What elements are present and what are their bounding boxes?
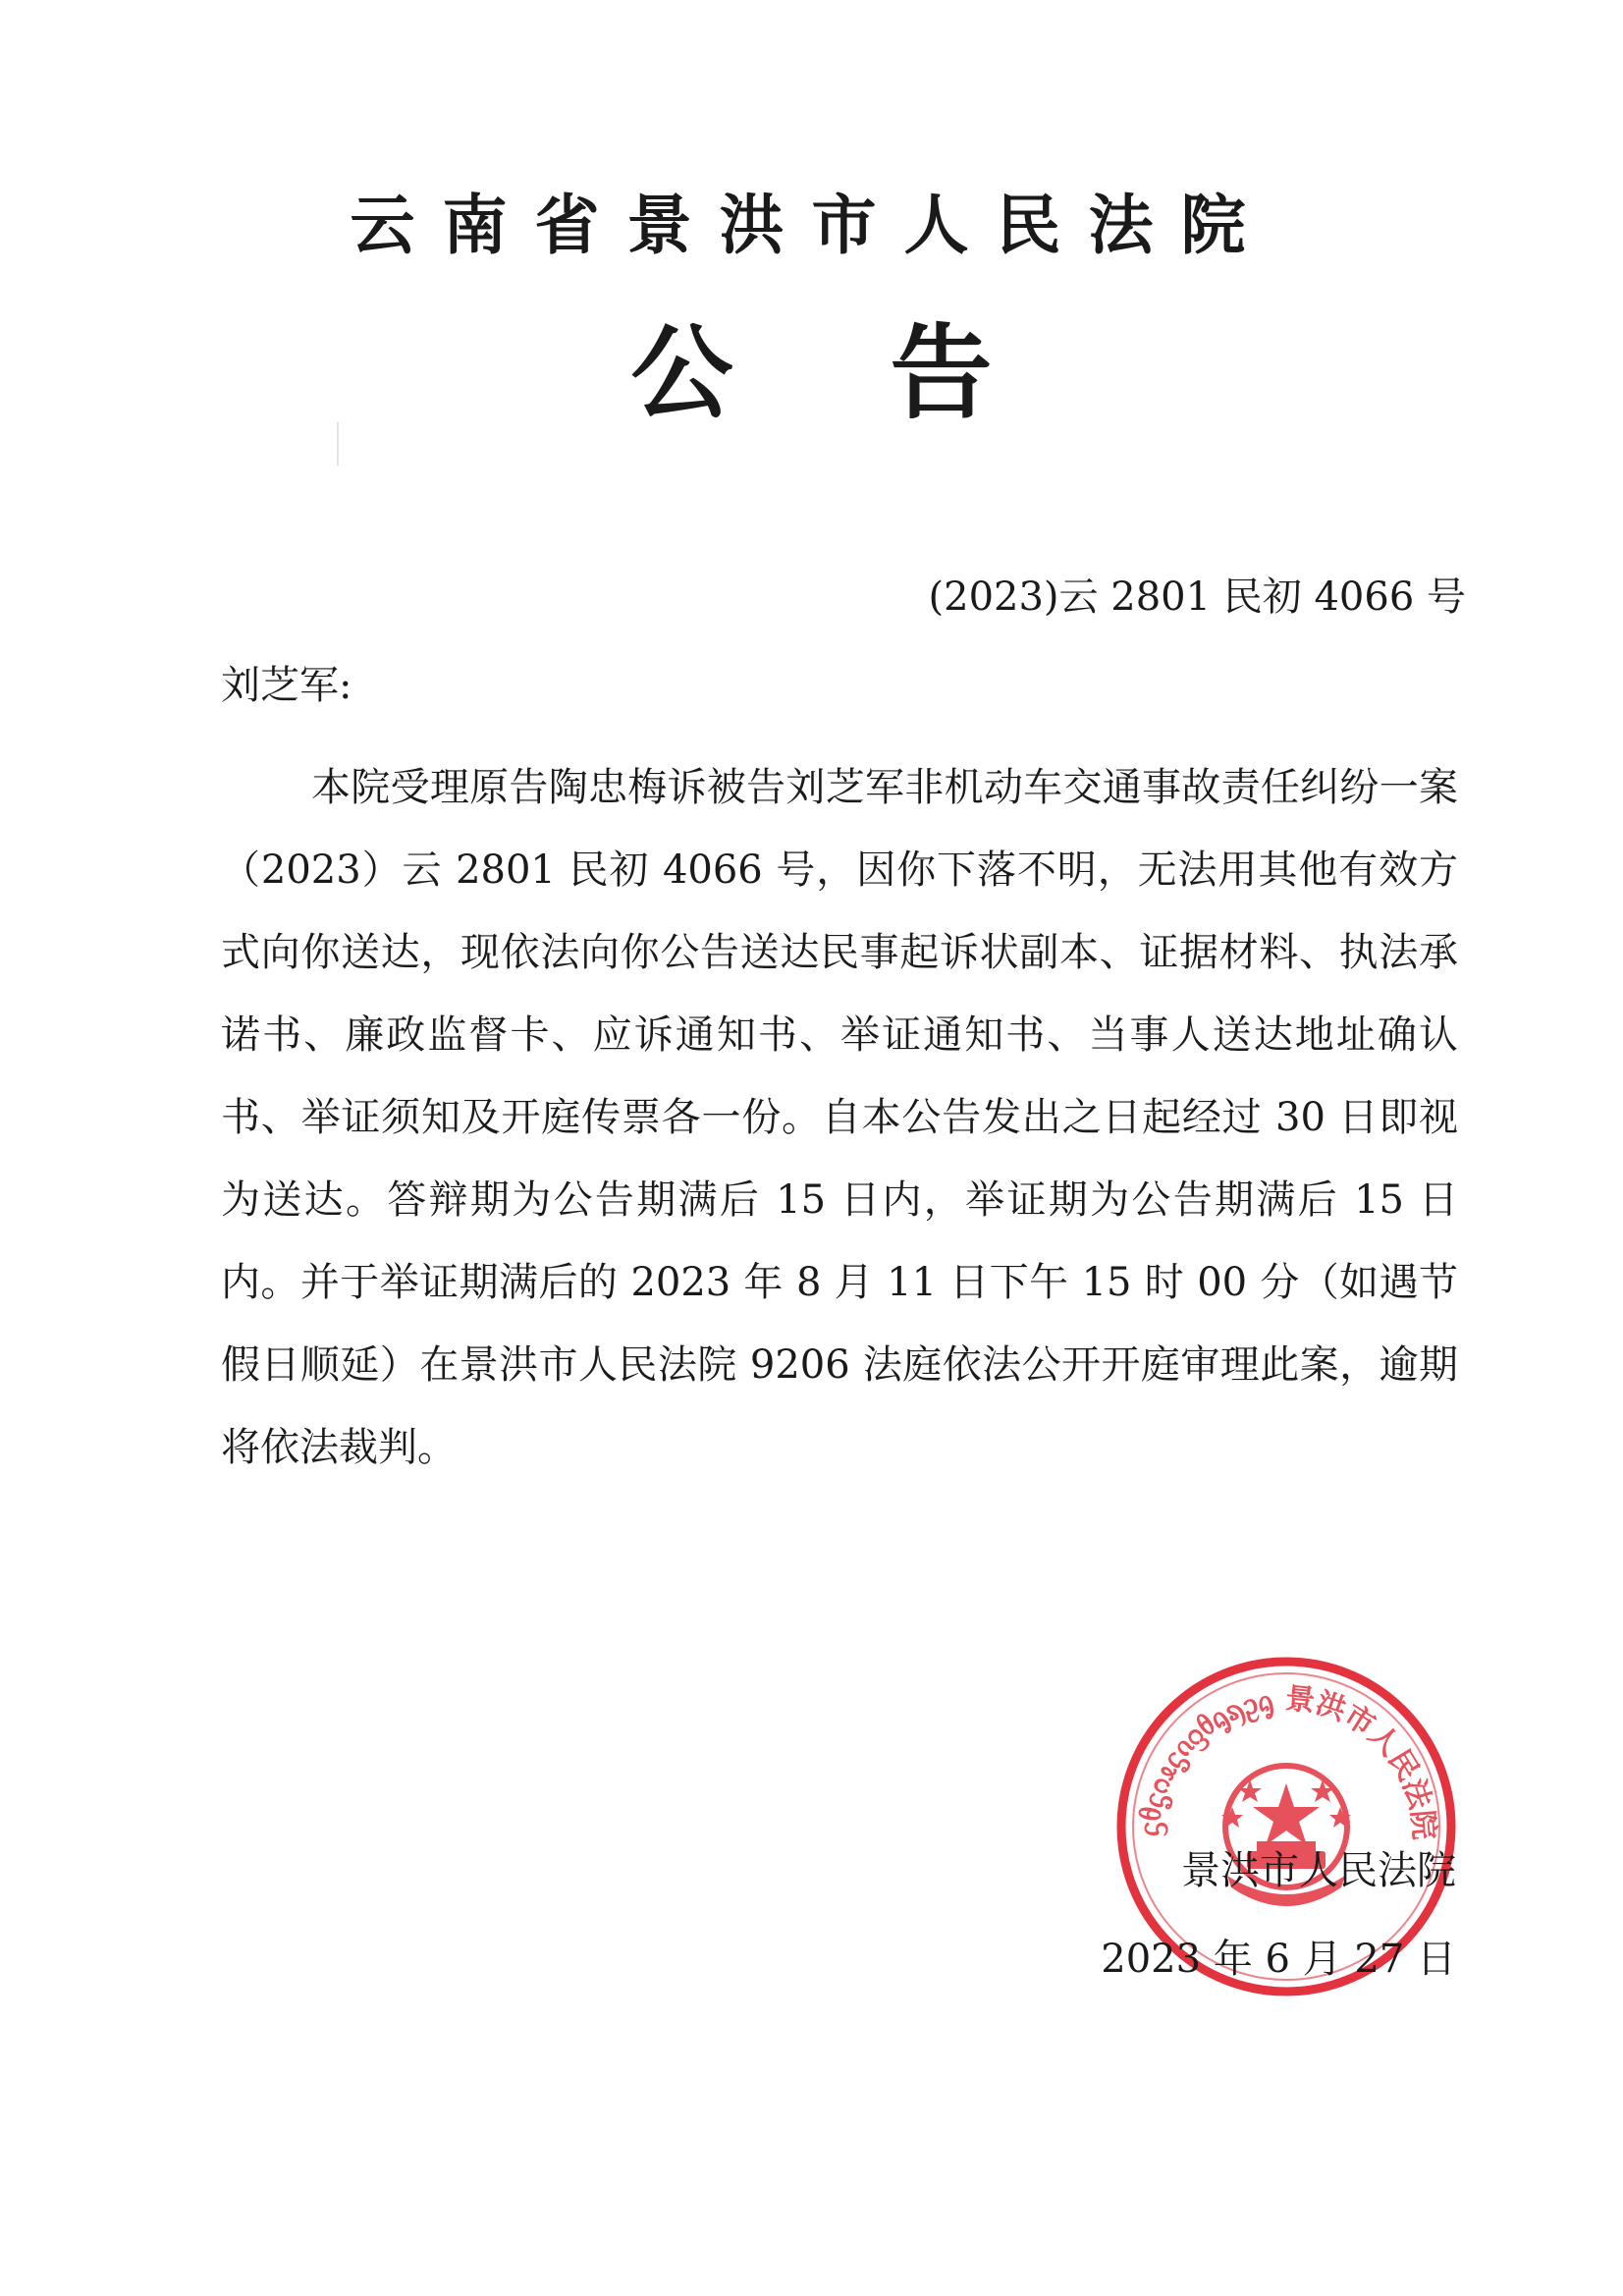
case-number: (2023)云 2801 民初 4066 号 [928,574,1466,620]
signing-date: 2023 年 6 月 27 日 [1101,1937,1456,1982]
sign-off-block [1101,1827,1456,2003]
addressee: 刘芝军: [221,663,352,708]
document-title: 公告 [630,312,1150,433]
notice-body: 本院受理原告陶忠梅诉被告刘芝军非机动车交通事故责任纠纷一案（2023）云 2801 民初 4066 号，因你下落不明，无法用其他有效方式向你送达，现依法向你公告送达民事起诉状副本、证据材料、执法承诺书、廉政监督卡、应诉通知书、举证通知书、当事人送达地址确认书、举证须知及开庭传票各一份。自本公告发出之日起经过 30 日即视为送达。答辩期为公告期满后 15 日内，举证期为公告期满后 15 日内。并于举证期满后的 2023 年 8 月 11 日下午 15 时 00 分（如遇节假日顺延）在景洪市人民法院 9206 法庭依法公开开庭审理此案，逾期将依法裁判。 [221,765,1458,1470]
court-name-heading: 云南省景洪市人民法院 [350,188,1273,263]
svg-text:ᦓᦲᧃᦅᦸᧃᦵᦋᦲᧂᦣᦳᧂ 景洪市人民法院: ᦓᦲᧃᦅᦸᧃᦵᦋᦲᧂᦣᦳᧂ 景洪市人民法院 [1131,1681,1441,1841]
signing-court: 景洪市人民法院 [1181,1848,1456,1893]
